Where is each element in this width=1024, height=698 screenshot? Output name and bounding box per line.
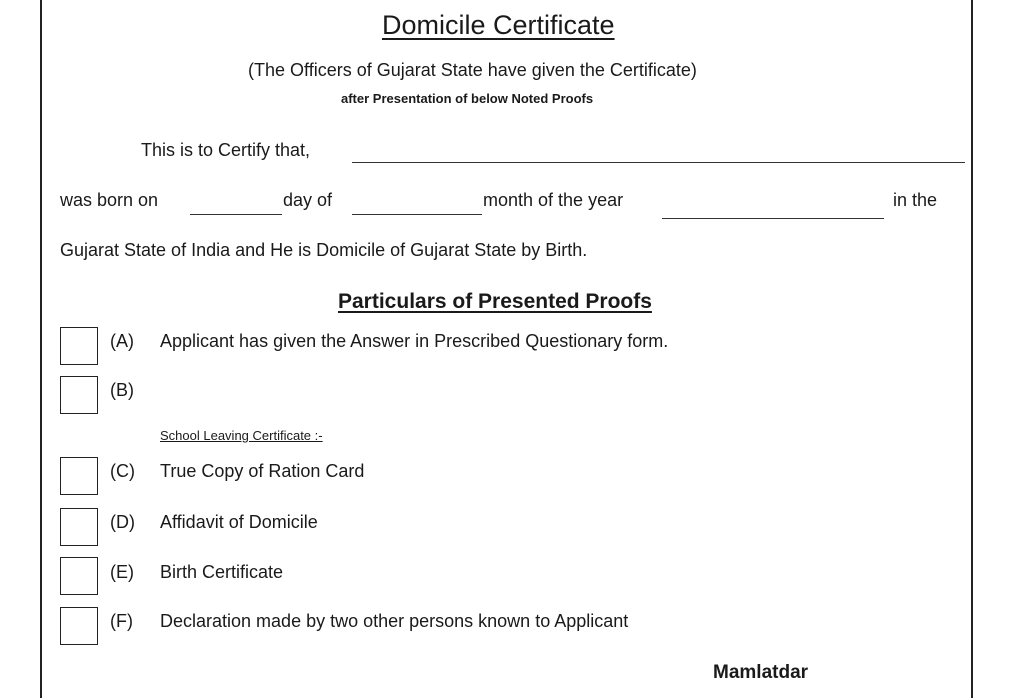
proof-c-checkbox[interactable] xyxy=(60,457,98,495)
proof-f-checkbox[interactable] xyxy=(60,607,98,645)
proof-e-checkbox[interactable] xyxy=(60,557,98,595)
proof-a-letter: (A) xyxy=(110,331,134,351)
born-on-text: was born on xyxy=(60,190,159,210)
proof-f-letter: (F) xyxy=(110,611,133,631)
proofs-heading: Particulars of Presented Proofs xyxy=(338,290,652,313)
proof-e-letter: (E) xyxy=(110,562,134,582)
proof-c-letter: (C) xyxy=(110,461,135,481)
domicile-statement: Gujarat State of India and He is Domicile of Gujarat State by Birth. xyxy=(60,240,588,260)
in-the-text: in the xyxy=(893,190,938,210)
certificate-title: Domicile Certificate xyxy=(382,10,615,40)
proof-d-checkbox[interactable] xyxy=(60,508,98,546)
signature-label: Mamlatdar xyxy=(713,662,809,683)
certificate-subtitle: (The Officers of Gujarat State have given the Certificate) xyxy=(248,60,697,80)
proof-a-text: Applicant has given the Answer in Prescribed Questionary form. xyxy=(160,331,669,351)
proof-b-letter: (B) xyxy=(110,380,134,400)
name-blank-line xyxy=(352,162,965,163)
certify-text: This is to Certify that, xyxy=(141,140,311,160)
proof-e-text: Birth Certificate xyxy=(160,562,284,582)
day-of-text: day of xyxy=(283,190,333,210)
proof-c-text: True Copy of Ration Card xyxy=(160,461,365,481)
month-blank-line xyxy=(352,214,482,215)
proof-a-checkbox[interactable] xyxy=(60,327,98,365)
proof-f-text: Declaration made by two other persons known to Applicant xyxy=(160,611,629,631)
proof-d-letter: (D) xyxy=(110,512,135,532)
year-blank-line xyxy=(662,218,884,219)
school-leaving-note: School Leaving Certificate :- xyxy=(160,428,323,443)
month-of-year-text: month of the year xyxy=(483,190,624,210)
proof-d-text: Affidavit of Domicile xyxy=(160,512,318,532)
proof-b-checkbox[interactable] xyxy=(60,376,98,414)
certificate-note: after Presentation of below Noted Proofs xyxy=(341,91,594,106)
day-blank-line xyxy=(190,214,282,215)
